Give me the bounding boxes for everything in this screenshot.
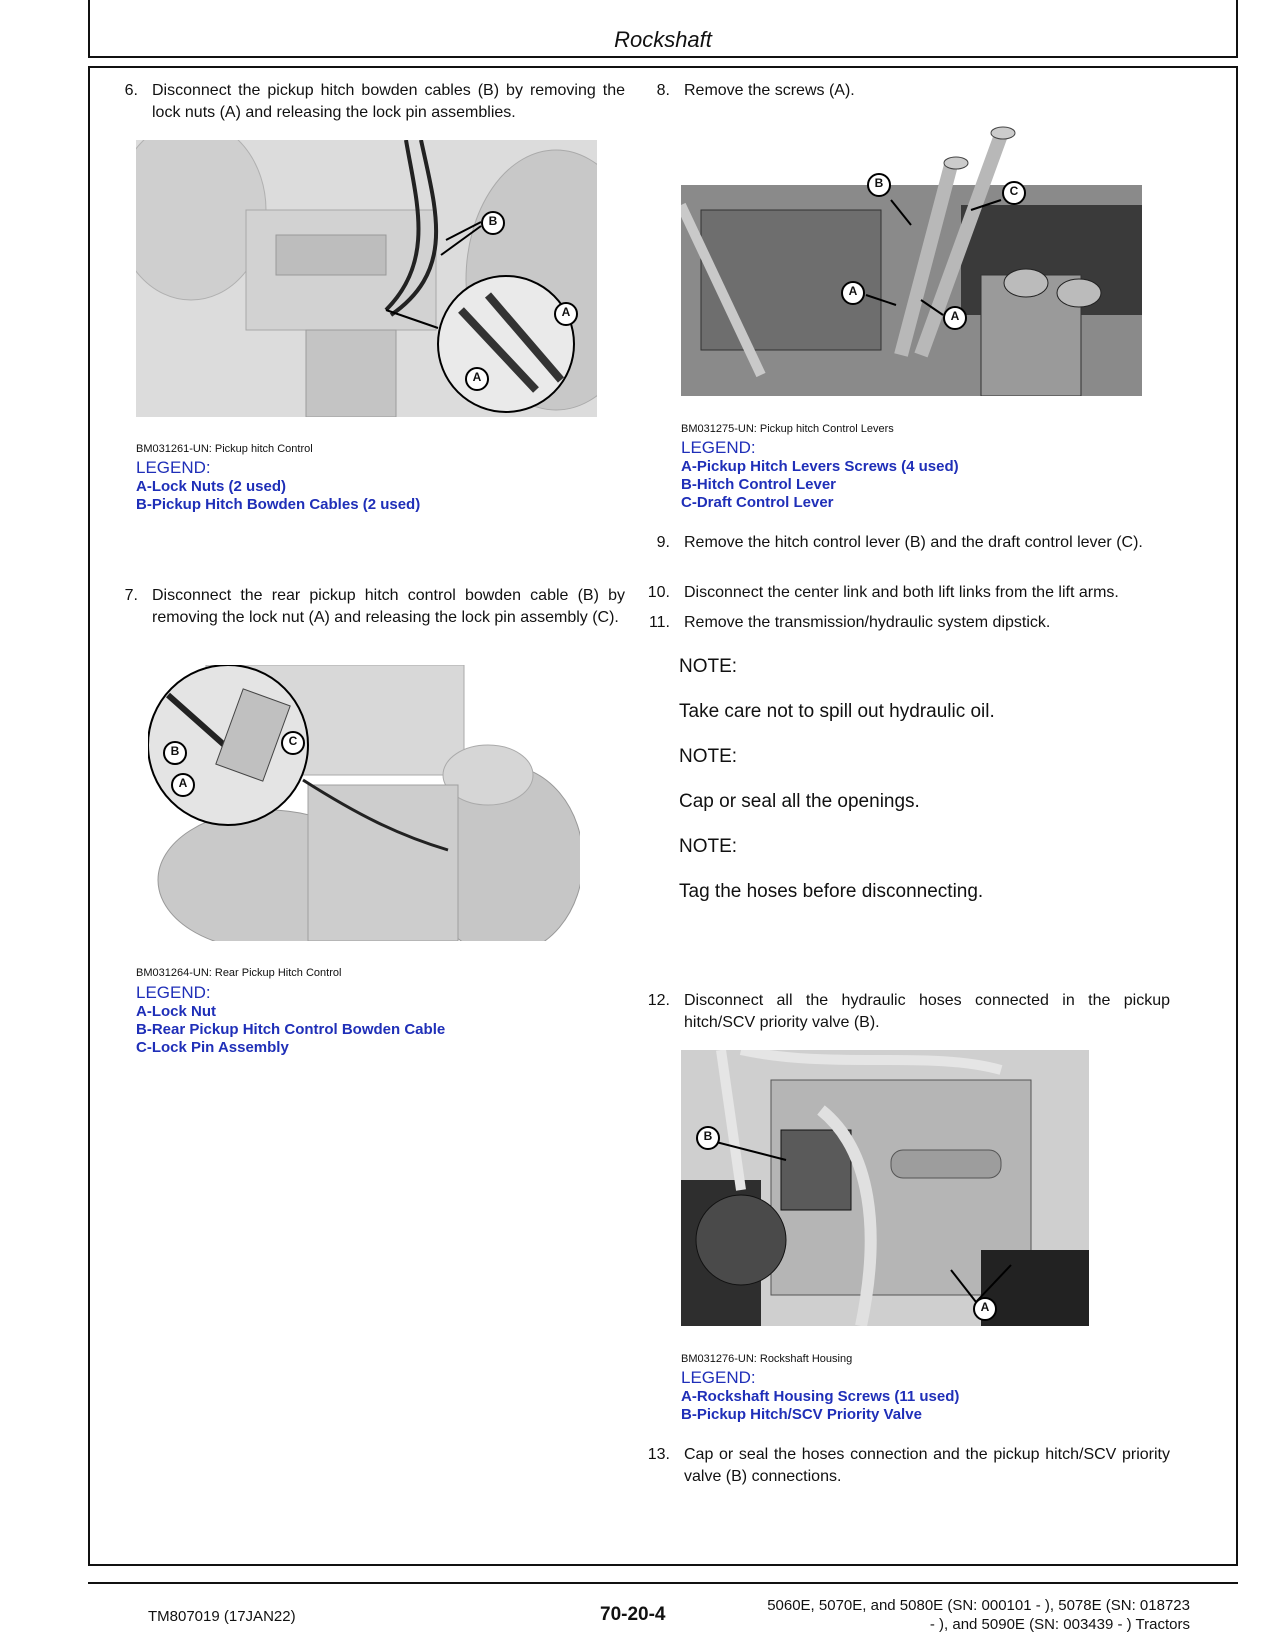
callout-c: C bbox=[1009, 184, 1019, 198]
callout-a: A bbox=[561, 305, 571, 319]
step-number: 6. bbox=[124, 82, 138, 99]
note-text: Tag the hoses before disconnecting. bbox=[679, 881, 984, 902]
callout-b: B bbox=[703, 1129, 713, 1143]
callout-a: A bbox=[950, 309, 960, 323]
step-text: Remove the hitch control lever (B) and the draft control lever (C). bbox=[684, 534, 1143, 551]
legend-item: B-Rear Pickup Hitch Control Bowden Cable bbox=[136, 1021, 446, 1038]
step-text: Remove the transmission/hydraulic system dipstick. bbox=[684, 614, 1051, 631]
callout-b: B bbox=[874, 176, 884, 190]
step-number: 8. bbox=[656, 82, 670, 99]
step-9 bbox=[640, 532, 1170, 554]
step-text: Disconnect the center link and both lift links from the lift arms. bbox=[684, 584, 1119, 601]
step-7 bbox=[108, 585, 625, 629]
figure-id: BM031275-UN: Pickup hitch Control Levers bbox=[681, 423, 894, 435]
legend-item: B-Pickup Hitch/SCV Priority Valve bbox=[681, 1406, 922, 1423]
step-number: 7. bbox=[124, 587, 138, 604]
figure-id: BM031261-UN: Pickup hitch Control bbox=[136, 443, 313, 455]
step-number: 12. bbox=[647, 992, 670, 1009]
figure-pickup-hitch-control bbox=[136, 140, 597, 417]
legend-title: LEGEND: bbox=[136, 983, 211, 1002]
legend-title: LEGEND: bbox=[681, 1368, 756, 1387]
callout-b: B bbox=[170, 744, 180, 758]
footer-divider bbox=[88, 1582, 1238, 1584]
step-text: Disconnect the rear pickup hitch control bowden cable (B) by removing the lock nut (A) and releasing the lock pin assembly (C). bbox=[152, 587, 625, 626]
step-8 bbox=[640, 80, 1170, 102]
callout-a: A bbox=[980, 1300, 990, 1314]
note-text: Take care not to spill out hydraulic oil. bbox=[679, 701, 995, 722]
step-6 bbox=[108, 80, 625, 124]
step-number: 13. bbox=[647, 1446, 670, 1463]
page-header bbox=[88, 0, 1238, 58]
legend-item: B-Pickup Hitch Bowden Cables (2 used) bbox=[136, 496, 421, 513]
step-text: Disconnect all the hydraulic hoses connected in the pickup hitch/SCV priority valve (B). bbox=[684, 992, 1170, 1031]
legend-item: B-Hitch Control Lever bbox=[681, 476, 837, 493]
step-11 bbox=[640, 612, 1170, 634]
figure-id: BM031276-UN: Rockshaft Housing bbox=[681, 1353, 853, 1365]
step-text: Cap or seal the hoses connection and the pickup hitch/SCV priority valve (B) connections. bbox=[684, 1446, 1170, 1485]
legend-item: A-Lock Nut bbox=[136, 1003, 216, 1020]
step-text: Disconnect the pickup hitch bowden cables (B) by removing the lock nuts (A) and releasing the lock pin assemblies. bbox=[152, 82, 625, 121]
step-13 bbox=[640, 1444, 1170, 1488]
callout-b: B bbox=[488, 214, 498, 228]
page-number: 70-20-4 bbox=[600, 1604, 666, 1625]
step-text: Remove the screws (A). bbox=[684, 82, 855, 99]
step-number: 10. bbox=[647, 584, 670, 601]
legend-item: A-Rockshaft Housing Screws (11 used) bbox=[681, 1388, 960, 1405]
step-number: 9. bbox=[656, 534, 670, 551]
note-label: NOTE: bbox=[679, 746, 738, 767]
callout-a: A bbox=[178, 776, 188, 790]
legend-title: LEGEND: bbox=[136, 458, 211, 477]
model-applicability: 5060E, 5070E, and 5080E (SN: 000101 - ), 5078E (SN: 018723 - ), and 5090E (SN: 003439 - ) Tractors bbox=[767, 1597, 1190, 1633]
figure-rockshaft-housing bbox=[681, 1050, 1089, 1326]
figure-id: BM031264-UN: Rear Pickup Hitch Control bbox=[136, 967, 342, 979]
callout-a: A bbox=[472, 370, 482, 384]
step-12 bbox=[640, 990, 1170, 1034]
legend-item: A-Pickup Hitch Levers Screws (4 used) bbox=[681, 458, 959, 475]
note-label: NOTE: bbox=[679, 656, 738, 677]
document-code: TM807019 (17JAN22) bbox=[148, 1608, 296, 1625]
figure-pickup-hitch-control-levers bbox=[681, 125, 1142, 396]
legend-item: C-Lock Pin Assembly bbox=[136, 1039, 289, 1056]
legend-item: A-Lock Nuts (2 used) bbox=[136, 478, 287, 495]
legend-item: C-Draft Control Lever bbox=[681, 494, 834, 511]
note-text: Cap or seal all the openings. bbox=[679, 791, 920, 812]
step-10 bbox=[640, 582, 1170, 604]
figure-rear-pickup-hitch-control bbox=[148, 665, 580, 941]
legend-title: LEGEND: bbox=[681, 438, 756, 457]
callout-c: C bbox=[288, 734, 298, 748]
step-number: 11. bbox=[648, 614, 670, 631]
callout-a: A bbox=[848, 284, 858, 298]
section-title: Rockshaft bbox=[614, 27, 712, 52]
note-label: NOTE: bbox=[679, 836, 738, 857]
